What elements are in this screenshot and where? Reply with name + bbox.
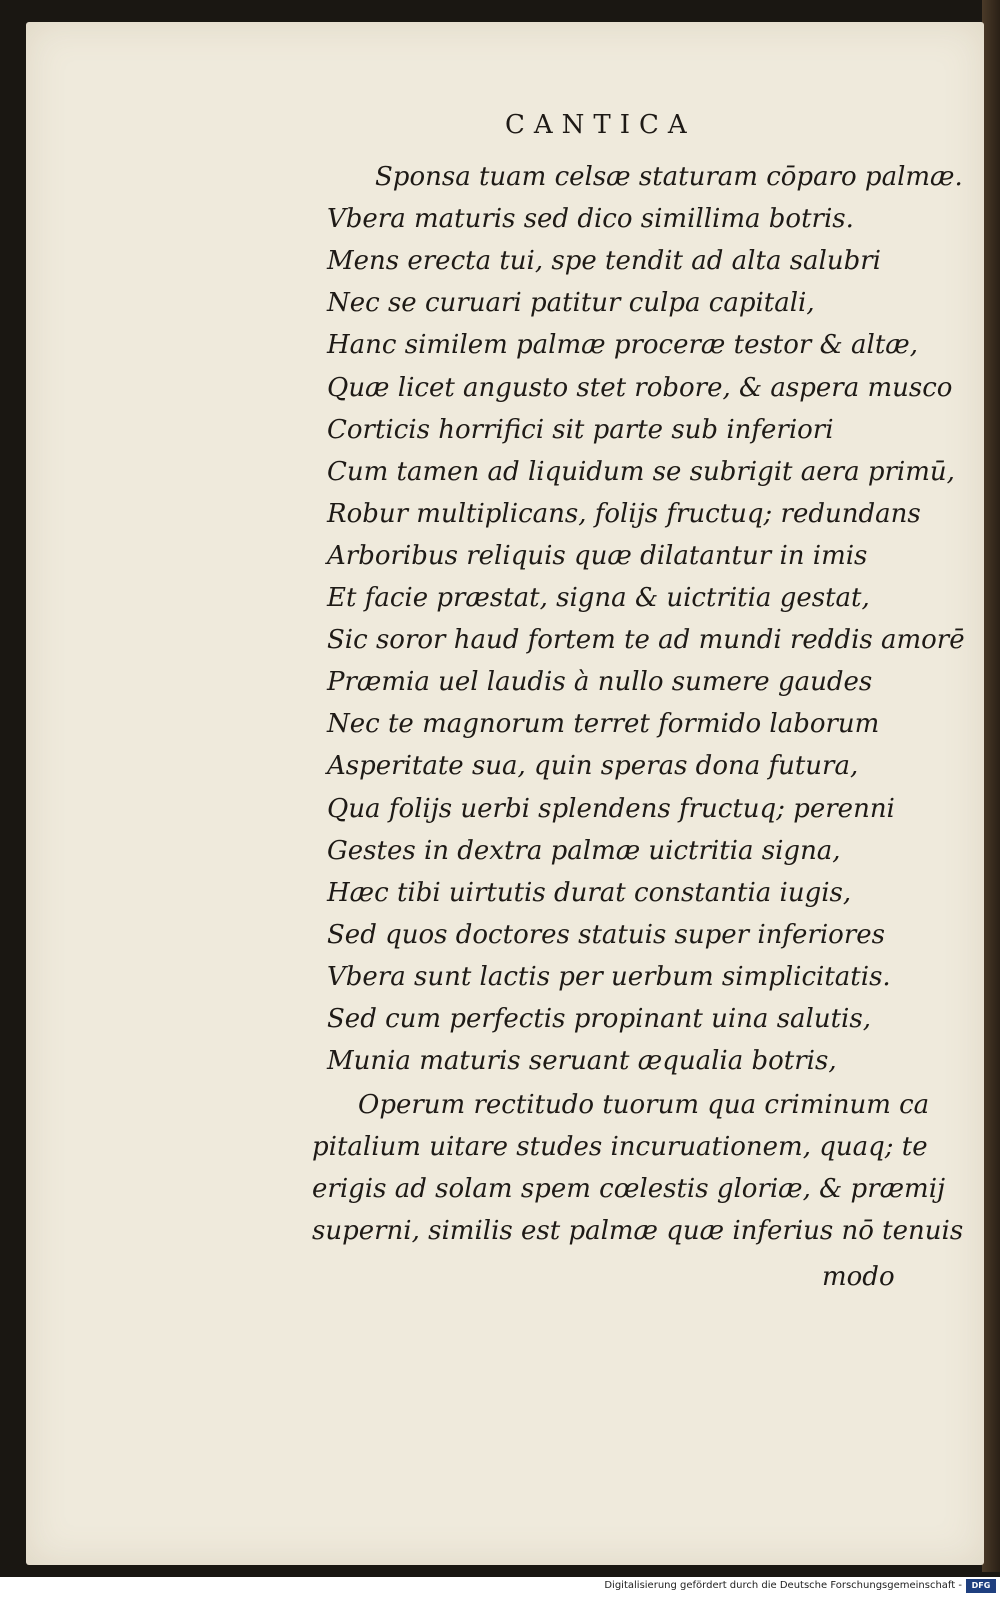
verse-line: Sic soror haud fortem te ad mundi reddis amorē: [327, 625, 965, 656]
prose-line: Operum rectitudo tuorum qua criminum ca: [358, 1090, 930, 1120]
verse-line: Corticis horrifici sit parte sub inferiori: [327, 414, 834, 445]
verse-line: Robur multiplicans, folijs fructuq; redundans: [327, 498, 921, 529]
book-edge: [982, 0, 1000, 1572]
verse-line: Præmia uel laudis à nullo sumere gaudes: [327, 667, 873, 698]
catchword: modo: [822, 1262, 895, 1292]
verse-line: Qua folijs uerbi splendens fructuq; perenni: [327, 793, 895, 824]
verse-line: Vbera sunt lactis per uerbum simplicitatis.: [327, 961, 891, 992]
running-header: CANTICA: [505, 110, 696, 140]
dfg-logo: DFG: [966, 1579, 996, 1593]
verse-line: Sed quos doctores statuis super inferiores: [327, 919, 885, 950]
verse-line: Cum tamen ad liquidum se subrigit aera primū,: [327, 456, 955, 487]
verse-line: Mens erecta tui, spe tendit ad alta salubri: [327, 246, 881, 277]
verse-line: Hanc similem palmæ proceræ testor & altæ,: [327, 330, 918, 361]
verse-line: Gestes in dextra palmæ uictritia signa,: [327, 835, 841, 866]
prose-line: erigis ad solam spem cœlestis gloriæ, & præmij: [312, 1174, 946, 1204]
prose-line: superni, similis est palmæ quæ inferius nō tenuis: [312, 1216, 964, 1246]
digitization-credit: Digitalisierung gefördert durch die Deutsche Forschungsgemeinschaft -: [604, 1580, 962, 1591]
verse-line: Sponsa tuam celsæ staturam cōparo palmæ.: [375, 162, 963, 192]
verse-line: Hæc tibi uirtutis durat constantia iugis,: [327, 877, 852, 908]
verse-line: Et facie præstat, signa & uictritia gestat,: [327, 583, 870, 613]
verse-line: Quæ licet angusto stet robore, & aspera musco: [327, 372, 953, 403]
prose-line: pitalium uitare studes incuruationem, quaq; te: [312, 1132, 928, 1162]
verse-line: Nec se curuari patitur culpa capitali,: [327, 288, 815, 319]
verse-line: Nec te magnorum terret formido laborum: [327, 709, 880, 740]
verse-line: Munia maturis seruant æqualia botris,: [327, 1046, 837, 1077]
verse-line: Asperitate sua, quin speras dona futura,: [327, 751, 859, 782]
verse-line: Vbera maturis sed dico simillima botris.: [327, 204, 854, 235]
verse-line: Arboribus reliquis quæ dilatantur in imis: [327, 540, 868, 571]
verse-line: Sed cum perfectis propinant uina salutis,: [327, 1004, 871, 1034]
